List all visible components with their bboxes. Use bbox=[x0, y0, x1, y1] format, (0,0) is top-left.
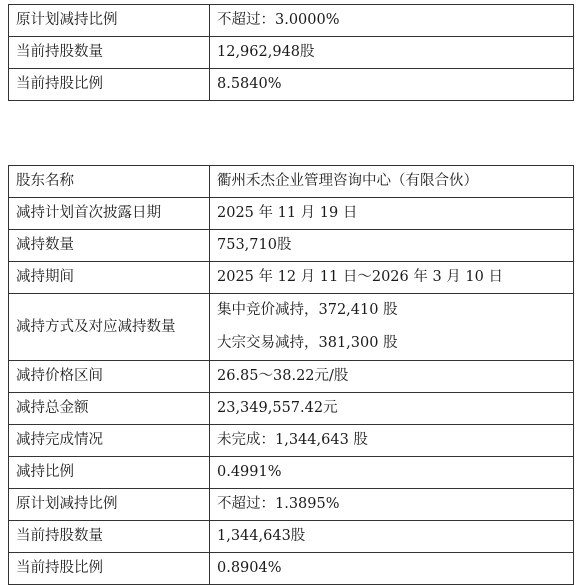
table-row bbox=[9, 489, 574, 521]
row-label: 减持总金额 bbox=[9, 393, 210, 425]
row-value: 不超过：1.3895% bbox=[210, 489, 574, 521]
row-label: 当前持股比例 bbox=[9, 69, 210, 101]
row-label: 当前持股数量 bbox=[9, 37, 210, 69]
table-row bbox=[9, 553, 574, 585]
row-label: 原计划减持比例 bbox=[9, 5, 210, 37]
row-value-multi bbox=[210, 294, 574, 361]
row-value: 26.85～38.22元/股 bbox=[210, 361, 574, 393]
holding-summary-table bbox=[8, 4, 574, 101]
value-line: 集中竞价减持，372,410 股 bbox=[217, 302, 398, 318]
row-value: 0.8904% bbox=[210, 553, 574, 585]
table-row bbox=[9, 457, 574, 489]
table-row bbox=[9, 521, 574, 553]
row-value: 2025 年 12 月 11 日～2026 年 3 月 10 日 bbox=[210, 262, 574, 294]
table-row bbox=[9, 361, 574, 393]
row-value: 0.4991% bbox=[210, 457, 574, 489]
row-value: 1,344,643股 bbox=[210, 521, 574, 553]
row-value: 8.5840% bbox=[210, 69, 574, 101]
table-row bbox=[9, 69, 574, 101]
row-label: 当前持股数量 bbox=[9, 521, 210, 553]
table-row bbox=[9, 230, 574, 262]
row-label: 原计划减持比例 bbox=[9, 489, 210, 521]
table-row bbox=[9, 166, 574, 198]
row-value: 23,349,557.42元 bbox=[210, 393, 574, 425]
table-row bbox=[9, 294, 574, 361]
row-label: 减持计划首次披露日期 bbox=[9, 198, 210, 230]
row-value: 2025 年 11 月 19 日 bbox=[210, 198, 574, 230]
row-label: 减持期间 bbox=[9, 262, 210, 294]
row-label: 股东名称 bbox=[9, 166, 210, 198]
table-row bbox=[9, 37, 574, 69]
row-label: 减持完成情况 bbox=[9, 425, 210, 457]
table-row bbox=[9, 393, 574, 425]
table-row bbox=[9, 262, 574, 294]
value-line: 大宗交易减持，381,300 股 bbox=[217, 335, 398, 351]
row-label: 减持数量 bbox=[9, 230, 210, 262]
row-value: 不超过：3.0000% bbox=[210, 5, 574, 37]
row-value: 衢州禾杰企业管理咨询中心（有限合伙） bbox=[210, 166, 574, 198]
table-row bbox=[9, 425, 574, 457]
row-label: 减持比例 bbox=[9, 457, 210, 489]
row-label: 当前持股比例 bbox=[9, 553, 210, 585]
row-value: 12,962,948股 bbox=[210, 37, 574, 69]
table-row bbox=[9, 5, 574, 37]
shareholder-reduction-table bbox=[8, 165, 574, 585]
table-row bbox=[9, 198, 574, 230]
row-value: 未完成：1,344,643 股 bbox=[210, 425, 574, 457]
row-label: 减持方式及对应减持数量 bbox=[9, 294, 210, 361]
row-label: 减持价格区间 bbox=[9, 361, 210, 393]
row-value: 753,710股 bbox=[210, 230, 574, 262]
